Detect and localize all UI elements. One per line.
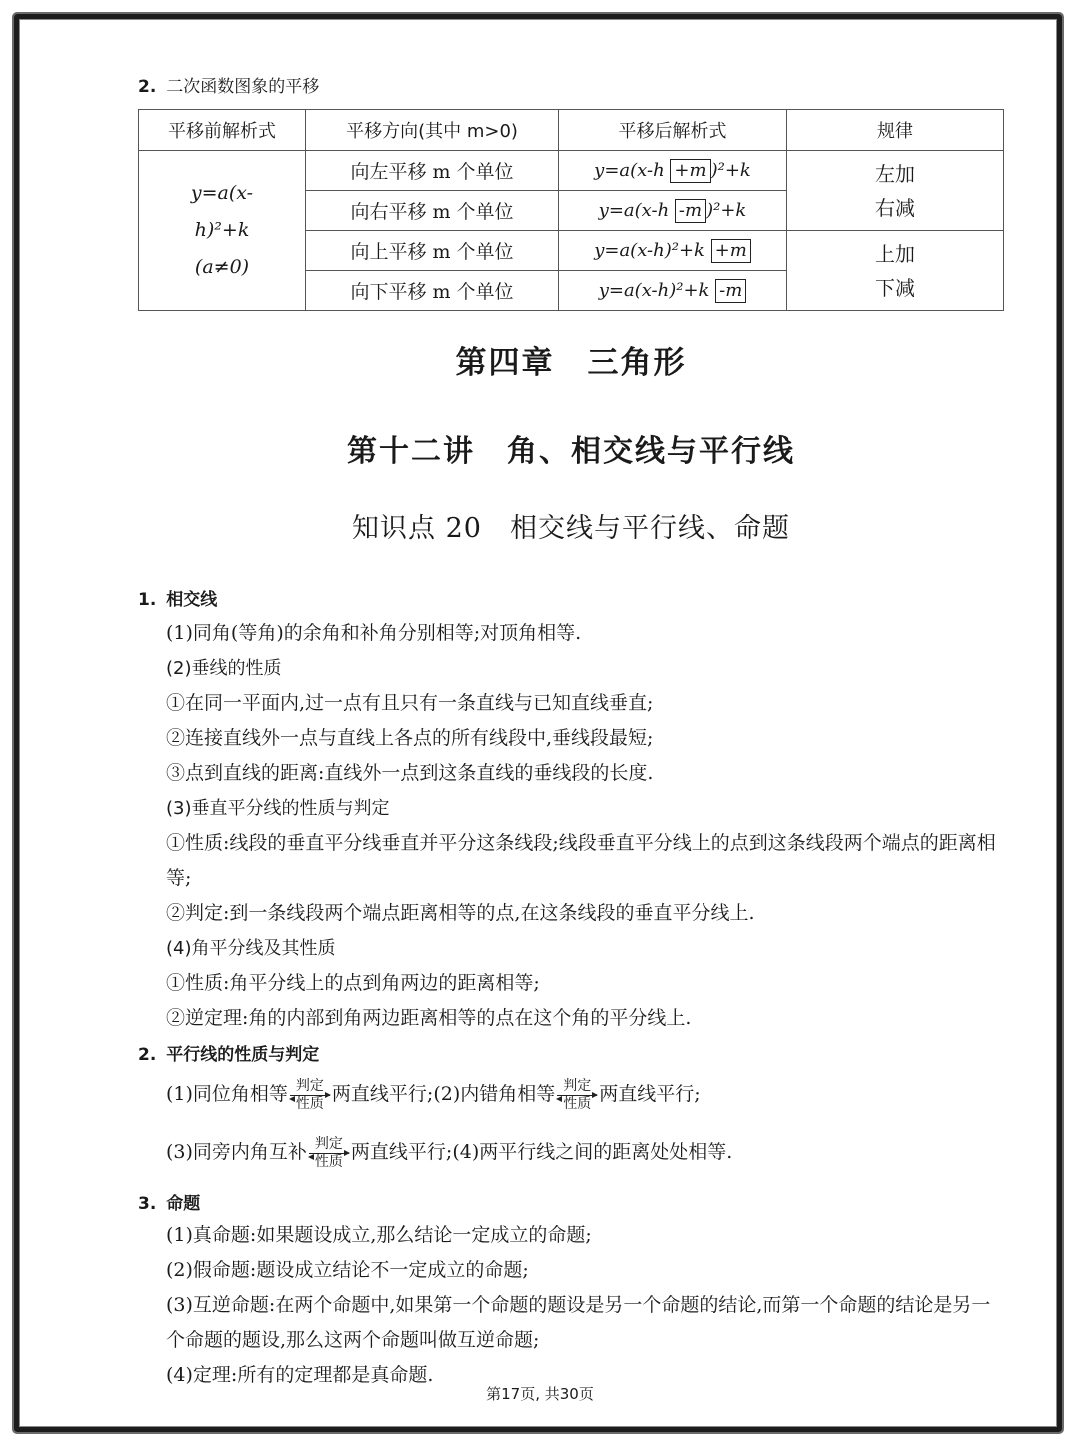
formula-pre: y=a(x-h — [594, 159, 671, 181]
section-number: 2. — [138, 77, 157, 97]
formula-pre: y=a(x-h — [598, 199, 675, 221]
formula-box: -m — [675, 199, 706, 223]
formula-box: -m — [715, 279, 746, 303]
paragraph: ①在同一平面内,过一点有且只有一条直线与已知直线垂直; — [166, 692, 654, 714]
translation-section-heading — [138, 72, 1004, 97]
frac-top: 判定 — [314, 1135, 343, 1152]
direction-cell: 向左平移 m 个单位 — [306, 151, 559, 191]
formula-pre: y=a(x-h)²+k — [594, 239, 711, 261]
formula-box: +m — [670, 159, 710, 183]
frac-bottom: 性质 — [563, 1095, 592, 1112]
paragraph: ①性质:线段的垂直平分线垂直并平分这条线段;线段垂直平分线上的点到这条线段两个端点的距离相等; — [166, 832, 996, 889]
page-content — [138, 72, 1004, 1393]
section-number: 3. — [138, 1194, 157, 1214]
subheading: (2)垂线的性质 — [166, 658, 282, 679]
frac-top: 判定 — [563, 1077, 592, 1094]
header-post-formula: 平移后解析式 — [559, 110, 787, 151]
subheading: (4)角平分线及其性质 — [166, 938, 336, 959]
direction-cell: 向右平移 m 个单位 — [306, 191, 559, 231]
subheading: (3)垂直平分线的性质与判定 — [166, 798, 390, 819]
paragraph — [166, 1065, 1004, 1123]
paragraph: ①性质:角平分线上的点到角两边的距离相等; — [166, 972, 540, 994]
header-direction: 平移方向(其中 m>0) — [306, 110, 559, 151]
formula-cell — [559, 191, 787, 231]
text-segment: (1)同位角相等 — [166, 1083, 288, 1105]
rule-text: 右减 — [875, 195, 915, 220]
frac-bottom: 性质 — [314, 1153, 343, 1170]
lecture-title: 第十二讲 角、相交线与平行线 — [347, 434, 795, 469]
formula-box: +m — [711, 239, 751, 263]
header-rule: 规律 — [787, 110, 1004, 151]
direction-cell: 向上平移 m 个单位 — [306, 231, 559, 271]
formula-cell — [559, 271, 787, 311]
pre-formula-line: (a≠0) — [194, 256, 250, 278]
biconditional-arrow — [290, 1078, 330, 1113]
paragraph — [166, 1123, 1004, 1181]
section-number: 1. — [138, 590, 157, 610]
rule-text: 左加 — [875, 161, 915, 186]
page-footer: 第17页, 共30页 — [486, 1385, 594, 1403]
formula-pre: y=a(x-h)²+k — [598, 279, 716, 301]
double-arrow-icon — [557, 1095, 597, 1096]
paragraph: (4)定理:所有的定理都是真命题. — [166, 1364, 434, 1386]
rule-text: 上加 — [875, 241, 915, 266]
pre-formula-line: y=a(x- — [190, 182, 254, 204]
translation-table — [138, 109, 1004, 311]
rule-text: 下减 — [875, 275, 915, 300]
rule-up-down-cell — [787, 231, 1004, 311]
section-intersecting-lines — [138, 585, 1004, 1036]
section-heading — [138, 1189, 1004, 1214]
paragraph: (2)假命题:题设成立结论不一定成立的命题; — [166, 1259, 529, 1281]
paragraph: ③点到直线的距离:直线外一点到这条直线的垂线段的长度. — [166, 762, 654, 784]
paragraph: ②连接直线外一点与直线上各点的所有线段中,垂线段最短; — [166, 727, 654, 749]
biconditional-arrow — [557, 1078, 597, 1113]
section-heading — [138, 1040, 1004, 1065]
paragraph: (3)互逆命题:在两个命题中,如果第一个命题的题设是另一个命题的结论,而第一个命题的结论是另一个命题的题设,那么这两个命题叫做互逆命题; — [166, 1294, 991, 1351]
double-arrow-icon — [309, 1153, 349, 1154]
pre-formula-line: h)²+k — [194, 219, 250, 241]
section-heading — [138, 585, 1004, 610]
formula-post: )²+k — [710, 159, 751, 181]
rule-left-right-cell — [787, 151, 1004, 231]
table-header-row — [139, 110, 1004, 151]
chapter-title: 第四章 三角形 — [455, 345, 687, 381]
frac-top: 判定 — [295, 1077, 324, 1094]
section-title: 相交线 — [166, 590, 218, 610]
formula-post: )²+k — [706, 199, 747, 221]
pre-formula-cell — [139, 151, 306, 311]
table-row — [139, 151, 1004, 191]
section-title: 平行线的性质与判定 — [166, 1045, 320, 1065]
section-propositions — [138, 1189, 1004, 1393]
header-pre-formula: 平移前解析式 — [139, 110, 306, 151]
knowledge-point-title: 知识点 20 相交线与平行线、命题 — [352, 513, 790, 544]
section-title: 二次函数图象的平移 — [166, 77, 320, 97]
frac-bottom: 性质 — [295, 1095, 324, 1112]
paragraph: ②判定:到一条线段两个端点距离相等的点,在这条线段的垂直平分线上. — [166, 902, 755, 924]
text-segment: (3)同旁内角互补 — [166, 1141, 307, 1163]
text-segment: 两直线平行;(4)两平行线之间的距离处处相等. — [350, 1141, 733, 1163]
section-parallel-lines — [138, 1040, 1004, 1181]
section-number: 2. — [138, 1045, 157, 1065]
text-segment: 两直线平行;(2)内错角相等 — [331, 1083, 556, 1105]
formula-cell — [559, 231, 787, 271]
biconditional-arrow — [309, 1136, 349, 1171]
paragraph: ②逆定理:角的内部到角两边距离相等的点在这个角的平分线上. — [166, 1007, 692, 1029]
direction-cell: 向下平移 m 个单位 — [306, 271, 559, 311]
double-arrow-icon — [290, 1095, 330, 1096]
text-segment: 两直线平行; — [599, 1083, 701, 1105]
section-title: 命题 — [166, 1194, 201, 1214]
paragraph: (1)同角(等角)的余角和补角分别相等;对顶角相等. — [166, 622, 582, 644]
formula-cell — [559, 151, 787, 191]
paragraph: (1)真命题:如果题设成立,那么结论一定成立的命题; — [166, 1224, 592, 1246]
